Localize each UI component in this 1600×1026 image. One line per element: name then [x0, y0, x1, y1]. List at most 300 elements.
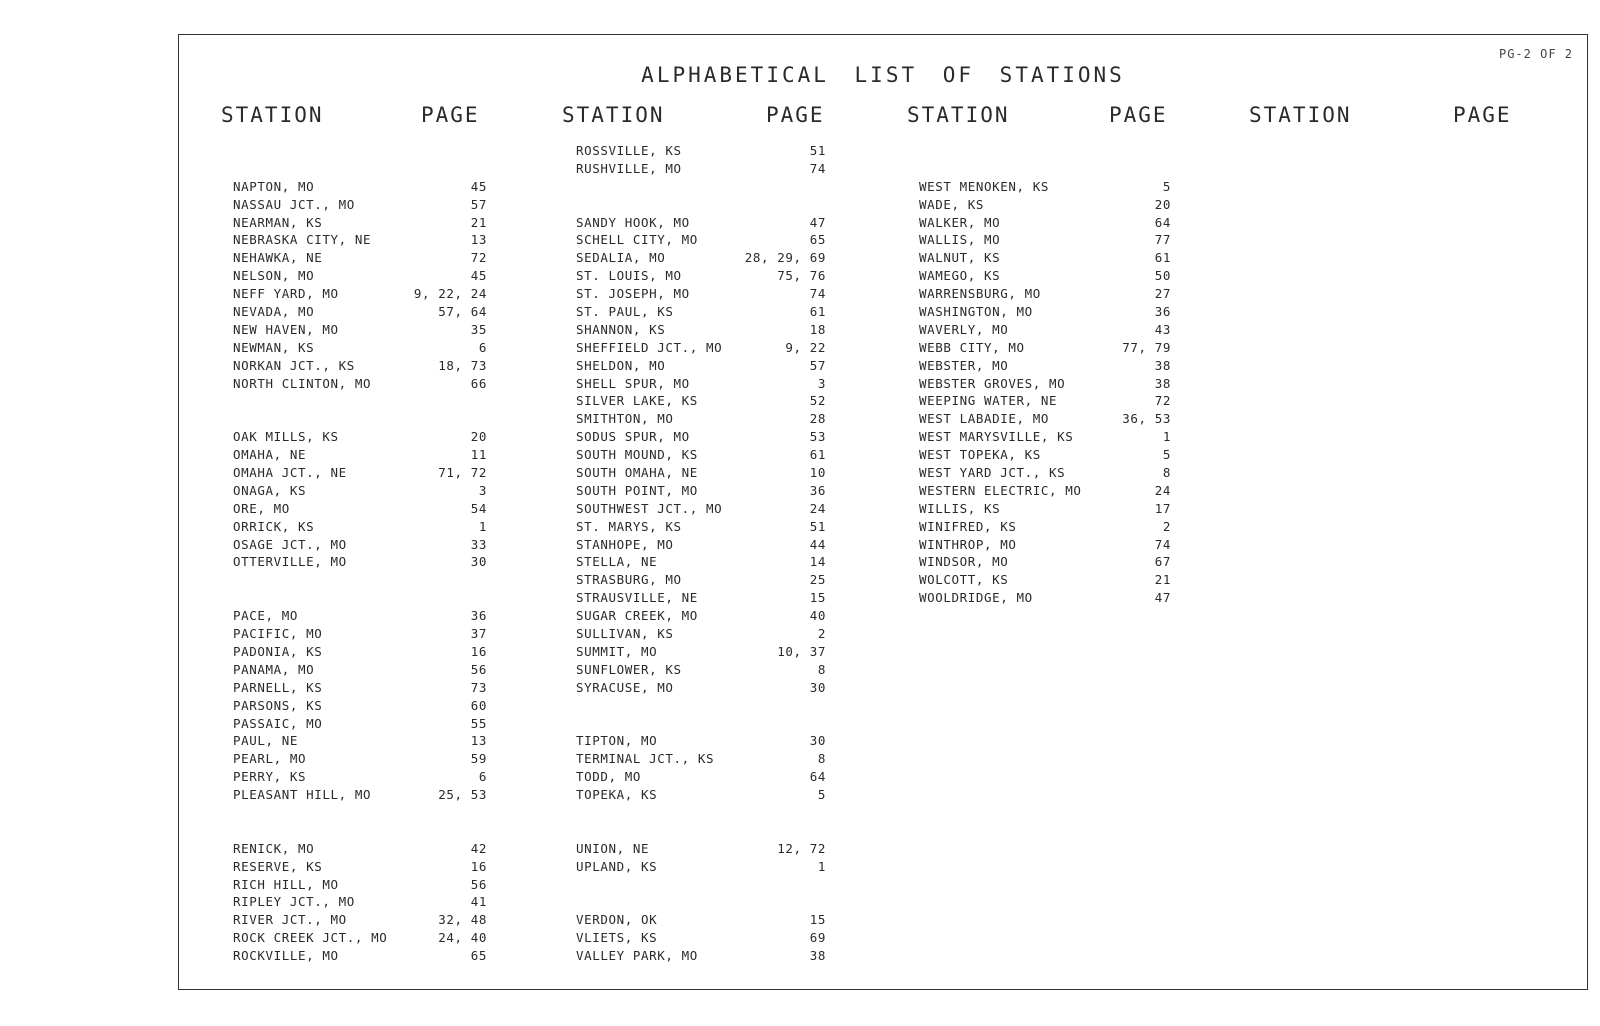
- station-page: 1: [478, 518, 487, 534]
- station-row: [233, 429, 487, 447]
- station-row: [576, 948, 826, 966]
- station-page: 2: [1162, 518, 1171, 534]
- station-row: [576, 376, 826, 394]
- station-row: [233, 447, 487, 465]
- station-row: [576, 787, 826, 805]
- station-name: SILVER LAKE, KS: [576, 393, 698, 409]
- station-name: TIPTON, MO: [576, 733, 658, 749]
- station-row: [233, 626, 487, 644]
- station-page: 21: [1154, 572, 1171, 588]
- station-page: 8: [817, 661, 826, 677]
- station-row: [576, 519, 826, 537]
- station-page: 5: [1162, 447, 1171, 463]
- station-name: PADONIA, KS: [233, 643, 323, 659]
- station-row: [233, 197, 487, 215]
- station-row: [576, 286, 826, 304]
- station-page: 64: [1154, 214, 1171, 230]
- station-name: PACE, MO: [233, 608, 299, 624]
- spacer-row: [576, 805, 826, 823]
- station-row: [233, 859, 487, 877]
- station-page: 6: [478, 769, 487, 785]
- station-page: 60: [470, 697, 487, 713]
- station-row: [576, 465, 826, 483]
- station-row: [233, 232, 487, 250]
- station-row: [233, 769, 487, 787]
- station-row: [576, 268, 826, 286]
- station-row: [919, 179, 1171, 197]
- station-row: [576, 483, 826, 501]
- station-page: 10, 37: [777, 643, 826, 659]
- station-row: [233, 340, 487, 358]
- station-row: [576, 859, 826, 877]
- station-row: [919, 286, 1171, 304]
- station-name: WEEPING WATER, NE: [919, 393, 1058, 409]
- station-name: WOOLDRIDGE, MO: [919, 590, 1033, 606]
- station-page: 54: [470, 500, 487, 516]
- station-page: 35: [470, 321, 487, 337]
- station-page: 56: [470, 876, 487, 892]
- station-row: [919, 483, 1171, 501]
- station-row: [919, 465, 1171, 483]
- station-page: 41: [470, 894, 487, 910]
- column-3-page-header: PAGE: [1109, 103, 1168, 127]
- station-row: [919, 215, 1171, 233]
- station-row: [233, 179, 487, 197]
- station-page: 2: [817, 626, 826, 642]
- station-name: OMAHA, NE: [233, 447, 307, 463]
- spacer-row: [576, 179, 826, 197]
- station-page: 15: [809, 912, 826, 928]
- station-row: [919, 197, 1171, 215]
- station-name: PARNELL, KS: [233, 679, 323, 695]
- station-row: [919, 268, 1171, 286]
- station-row: [233, 698, 487, 716]
- station-name: SEDALIA, MO: [576, 250, 666, 266]
- station-name: WOLCOTT, KS: [919, 572, 1009, 588]
- station-name: WALLIS, MO: [919, 232, 1001, 248]
- station-name: STANHOPE, MO: [576, 536, 674, 552]
- station-page: 74: [1154, 536, 1171, 552]
- station-name: NASSAU JCT., MO: [233, 196, 355, 212]
- station-row: [919, 519, 1171, 537]
- station-row: [233, 680, 487, 698]
- station-row: [576, 930, 826, 948]
- station-row: [919, 590, 1171, 608]
- station-row: [233, 751, 487, 769]
- column-1-page-header: PAGE: [421, 103, 480, 127]
- station-row: [233, 268, 487, 286]
- station-name: NEW HAVEN, MO: [233, 321, 339, 337]
- station-row: [576, 912, 826, 930]
- station-name: ROCK CREEK JCT., MO: [233, 930, 388, 946]
- station-page: 30: [809, 733, 826, 749]
- station-page: 25, 53: [438, 787, 487, 803]
- station-name: RIPLEY JCT., MO: [233, 894, 355, 910]
- station-page: 38: [1154, 357, 1171, 373]
- station-name: SHELL SPUR, MO: [576, 375, 690, 391]
- station-name: ORRICK, KS: [233, 518, 315, 534]
- station-name: NELSON, MO: [233, 268, 315, 284]
- station-page: 9, 22, 24: [413, 286, 487, 302]
- column-4-station-header: STATION: [1249, 103, 1352, 127]
- station-page: 20: [1154, 196, 1171, 212]
- station-name: SOUTH OMAHA, NE: [576, 465, 698, 481]
- station-column-1: [233, 143, 487, 966]
- station-page: 42: [470, 840, 487, 856]
- station-name: SOUTHWEST JCT., MO: [576, 500, 723, 516]
- station-name: WEST MENOKEN, KS: [919, 178, 1050, 194]
- station-page: 47: [809, 214, 826, 230]
- station-name: ROSSVILLE, KS: [576, 143, 682, 158]
- station-row: [576, 429, 826, 447]
- station-page: 59: [470, 751, 487, 767]
- station-name: RUSHVILLE, MO: [576, 160, 682, 176]
- station-page: 71, 72: [438, 465, 487, 481]
- station-name: WEST MARYSVILLE, KS: [919, 429, 1074, 445]
- spacer-row: [576, 823, 826, 841]
- station-name: ST. JOSEPH, MO: [576, 286, 690, 302]
- station-row: [233, 322, 487, 340]
- station-page: 67: [1154, 554, 1171, 570]
- station-name: NEFF YARD, MO: [233, 286, 339, 302]
- station-page: 55: [470, 715, 487, 731]
- column-3-station-header: STATION: [907, 103, 1010, 127]
- station-name: NEHAWKA, NE: [233, 250, 323, 266]
- station-page: 38: [809, 948, 826, 964]
- station-page: 53: [809, 429, 826, 445]
- station-page: 1: [817, 858, 826, 874]
- station-name: NORKAN JCT., KS: [233, 357, 355, 373]
- station-name: SHEFFIELD JCT., MO: [576, 339, 723, 355]
- station-name: ST. PAUL, KS: [576, 304, 674, 320]
- station-row: [919, 393, 1171, 411]
- spacer-row: [576, 877, 826, 895]
- station-row: [576, 626, 826, 644]
- station-row: [233, 877, 487, 895]
- station-page: 37: [470, 626, 487, 642]
- station-page: 51: [809, 518, 826, 534]
- station-page: 16: [470, 643, 487, 659]
- station-row: [233, 608, 487, 626]
- station-page: 13: [470, 733, 487, 749]
- station-page: 28: [809, 411, 826, 427]
- station-column-2: [576, 143, 826, 966]
- station-row: [919, 537, 1171, 555]
- station-row: [576, 572, 826, 590]
- spacer-row: [233, 161, 487, 179]
- station-row: [576, 590, 826, 608]
- station-name: SODUS SPUR, MO: [576, 429, 690, 445]
- station-row: [233, 537, 487, 555]
- station-name: PAUL, NE: [233, 733, 299, 749]
- station-name: WEST TOPEKA, KS: [919, 447, 1041, 463]
- station-page: 77: [1154, 232, 1171, 248]
- station-row: [576, 340, 826, 358]
- station-row: [919, 322, 1171, 340]
- station-row: [919, 376, 1171, 394]
- station-row: [576, 554, 826, 572]
- spacer-row: [576, 894, 826, 912]
- station-name: SHELDON, MO: [576, 357, 666, 373]
- station-page: 13: [470, 232, 487, 248]
- station-page: 5: [817, 787, 826, 803]
- station-name: STRAUSVILLE, NE: [576, 590, 698, 606]
- station-name: RICH HILL, MO: [233, 876, 339, 892]
- station-row: [919, 429, 1171, 447]
- station-page: 36: [470, 608, 487, 624]
- station-row: [576, 733, 826, 751]
- station-row: [919, 447, 1171, 465]
- spacer-row: [576, 197, 826, 215]
- station-name: WEST LABADIE, MO: [919, 411, 1050, 427]
- station-page: 1: [1162, 429, 1171, 445]
- station-row: [919, 501, 1171, 519]
- station-name: WINTHROP, MO: [919, 536, 1017, 552]
- station-name: NORTH CLINTON, MO: [233, 375, 372, 391]
- station-row: [576, 250, 826, 268]
- station-row: [233, 250, 487, 268]
- spacer-row: [576, 698, 826, 716]
- station-list-sheet: [178, 34, 1588, 990]
- station-name: ROCKVILLE, MO: [233, 948, 339, 964]
- station-page: 20: [470, 429, 487, 445]
- spacer-row: [233, 572, 487, 590]
- station-name: VALLEY PARK, MO: [576, 948, 698, 964]
- station-name: NEVADA, MO: [233, 304, 315, 320]
- spacer-row: [233, 143, 487, 161]
- station-name: WESTERN ELECTRIC, MO: [919, 482, 1082, 498]
- station-row: [919, 554, 1171, 572]
- station-page: 74: [809, 286, 826, 302]
- column-1-station-header: STATION: [221, 103, 324, 127]
- station-name: SUMMIT, MO: [576, 643, 658, 659]
- station-name: NAPTON, MO: [233, 178, 315, 194]
- station-page: 25: [809, 572, 826, 588]
- station-name: WALNUT, KS: [919, 250, 1001, 266]
- station-name: WEST YARD JCT., KS: [919, 465, 1066, 481]
- spacer-row: [233, 411, 487, 429]
- station-name: NEWMAN, KS: [233, 339, 315, 355]
- station-name: VERDON, OK: [576, 912, 658, 928]
- station-name: WEBSTER, MO: [919, 357, 1009, 373]
- station-page: 32, 48: [438, 912, 487, 928]
- station-name: NEARMAN, KS: [233, 214, 323, 230]
- station-row: [576, 662, 826, 680]
- station-name: STRASBURG, MO: [576, 572, 682, 588]
- station-page: 18, 73: [438, 357, 487, 373]
- station-page: 72: [470, 250, 487, 266]
- station-page: 12, 72: [777, 840, 826, 856]
- page-title: ALPHABETICAL LIST OF STATIONS: [641, 63, 1125, 87]
- station-row: [576, 447, 826, 465]
- spacer-row: [233, 805, 487, 823]
- station-name: NEBRASKA CITY, NE: [233, 232, 372, 248]
- station-row: [233, 358, 487, 376]
- station-page: 65: [809, 232, 826, 248]
- station-page: 30: [809, 679, 826, 695]
- station-row: [576, 358, 826, 376]
- column-2-page-header: PAGE: [766, 103, 825, 127]
- station-page: 57: [809, 357, 826, 373]
- station-name: PASSAIC, MO: [233, 715, 323, 731]
- station-page: 77, 79: [1122, 339, 1171, 355]
- station-name: WALKER, MO: [919, 214, 1001, 230]
- station-row: [233, 733, 487, 751]
- station-name: WAMEGO, KS: [919, 268, 1001, 284]
- station-page: 43: [1154, 321, 1171, 337]
- station-row: [576, 608, 826, 626]
- station-page: 24, 40: [438, 930, 487, 946]
- station-row: [233, 930, 487, 948]
- station-page: 72: [1154, 393, 1171, 409]
- station-page: 36: [1154, 304, 1171, 320]
- station-page: 8: [1162, 465, 1171, 481]
- station-row: [576, 501, 826, 519]
- station-page: 14: [809, 554, 826, 570]
- station-row: [576, 161, 826, 179]
- station-row: [233, 841, 487, 859]
- station-page: 17: [1154, 500, 1171, 516]
- station-page: 40: [809, 608, 826, 624]
- station-row: [576, 304, 826, 322]
- station-name: TOPEKA, KS: [576, 787, 658, 803]
- station-name: SULLIVAN, KS: [576, 626, 674, 642]
- station-row: [233, 662, 487, 680]
- station-row: [233, 519, 487, 537]
- station-page: 16: [470, 858, 487, 874]
- station-name: OMAHA JCT., NE: [233, 465, 347, 481]
- station-page: 36: [809, 482, 826, 498]
- station-column-3: [919, 143, 1171, 608]
- station-row: [576, 393, 826, 411]
- column-2-station-header: STATION: [562, 103, 665, 127]
- station-row: [233, 554, 487, 572]
- station-page: 38: [1154, 375, 1171, 391]
- station-page: 61: [1154, 250, 1171, 266]
- station-name: PARSONS, KS: [233, 697, 323, 713]
- station-page: 33: [470, 536, 487, 552]
- station-name: SOUTH POINT, MO: [576, 482, 698, 498]
- spacer-row: [233, 823, 487, 841]
- station-page: 28, 29, 69: [744, 250, 826, 266]
- station-page: 47: [1154, 590, 1171, 606]
- station-name: ST. MARYS, KS: [576, 518, 682, 534]
- station-name: SUNFLOWER, KS: [576, 661, 682, 677]
- station-name: WILLIS, KS: [919, 500, 1001, 516]
- station-page: 5: [1162, 178, 1171, 194]
- station-row: [576, 644, 826, 662]
- station-name: SANDY HOOK, MO: [576, 214, 690, 230]
- station-page: 3: [817, 375, 826, 391]
- station-page: 15: [809, 590, 826, 606]
- station-name: WARRENSBURG, MO: [919, 286, 1041, 302]
- station-name: RIVER JCT., MO: [233, 912, 347, 928]
- station-name: ONAGA, KS: [233, 482, 307, 498]
- station-name: ORE, MO: [233, 500, 290, 516]
- station-page: 3: [478, 482, 487, 498]
- station-page: 66: [470, 375, 487, 391]
- station-row: [919, 250, 1171, 268]
- spacer-row: [919, 143, 1171, 161]
- station-page: 10: [809, 465, 826, 481]
- station-page: 21: [470, 214, 487, 230]
- station-page: 73: [470, 679, 487, 695]
- station-name: RENICK, MO: [233, 840, 315, 856]
- station-name: PEARL, MO: [233, 751, 307, 767]
- station-page: 6: [478, 339, 487, 355]
- station-name: OSAGE JCT., MO: [233, 536, 347, 552]
- station-row: [233, 644, 487, 662]
- station-name: OAK MILLS, KS: [233, 429, 339, 445]
- station-row: [576, 751, 826, 769]
- station-row: [233, 286, 487, 304]
- station-row: [576, 215, 826, 233]
- page-number: PG-2 OF 2: [1498, 47, 1573, 61]
- station-row: [576, 680, 826, 698]
- station-name: PANAMA, MO: [233, 661, 315, 677]
- station-row: [576, 769, 826, 787]
- station-name: PLEASANT HILL, MO: [233, 787, 372, 803]
- station-row: [919, 340, 1171, 358]
- station-row: [576, 411, 826, 429]
- station-row: [233, 376, 487, 394]
- station-page: 36, 53: [1122, 411, 1171, 427]
- station-page: 65: [470, 948, 487, 964]
- station-row: [233, 465, 487, 483]
- station-page: 57: [470, 196, 487, 212]
- station-page: 45: [470, 268, 487, 284]
- station-row: [576, 143, 826, 161]
- station-page: 9, 22: [785, 339, 826, 355]
- station-page: 11: [470, 447, 487, 463]
- station-page: 56: [470, 661, 487, 677]
- station-name: SCHELL CITY, MO: [576, 232, 698, 248]
- station-row: [233, 787, 487, 805]
- station-row: [233, 912, 487, 930]
- station-name: SUGAR CREEK, MO: [576, 608, 698, 624]
- station-row: [919, 411, 1171, 429]
- station-name: WEBB CITY, MO: [919, 339, 1025, 355]
- station-page: 75, 76: [777, 268, 826, 284]
- station-row: [576, 537, 826, 555]
- station-name: PACIFIC, MO: [233, 626, 323, 642]
- station-name: TERMINAL JCT., KS: [576, 751, 715, 767]
- spacer-row: [576, 716, 826, 734]
- station-name: WEBSTER GROVES, MO: [919, 375, 1066, 391]
- station-page: 57, 64: [438, 304, 487, 320]
- station-page: 18: [809, 321, 826, 337]
- station-name: PERRY, KS: [233, 769, 307, 785]
- station-name: SYRACUSE, MO: [576, 679, 674, 695]
- station-name: SOUTH MOUND, KS: [576, 447, 698, 463]
- station-row: [576, 841, 826, 859]
- station-page: 45: [470, 178, 487, 194]
- station-name: TODD, MO: [576, 769, 642, 785]
- station-name: ST. LOUIS, MO: [576, 268, 682, 284]
- station-row: [576, 232, 826, 250]
- station-row: [233, 894, 487, 912]
- station-name: WINIFRED, KS: [919, 518, 1017, 534]
- column-4-page-header: PAGE: [1453, 103, 1512, 127]
- station-row: [919, 358, 1171, 376]
- station-page: 30: [470, 554, 487, 570]
- station-row: [233, 716, 487, 734]
- station-page: 74: [809, 160, 826, 176]
- station-row: [233, 483, 487, 501]
- station-page: 61: [809, 447, 826, 463]
- station-row: [233, 215, 487, 233]
- station-page: 50: [1154, 268, 1171, 284]
